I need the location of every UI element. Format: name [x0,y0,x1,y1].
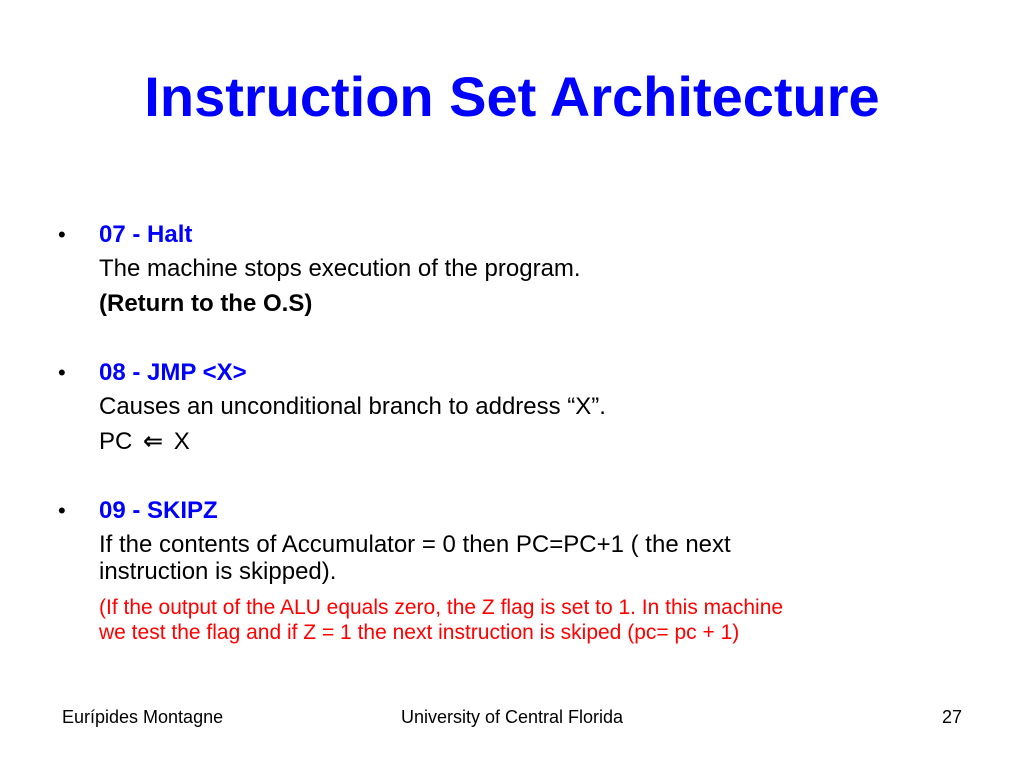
pc-label: PC [99,428,133,455]
bullet-text-line: The machine stops execution of the program. [99,255,581,282]
pc-assignment-line [99,428,190,456]
bullet-heading: 08 - JMP <X> [99,359,247,386]
left-arrow-icon: ⇐ [143,428,164,455]
footer-institution: University of Central Florida [400,707,624,727]
bullet-text-line: Causes an unconditional branch to address “X”. [99,393,606,420]
alu-note-line: we test the flag and if Z = 1 the next instruction is skiped (pc= pc + 1) [99,621,740,644]
bullet-text-line: instruction is skipped). [99,558,337,585]
alu-note-line: (If the output of the ALU equals zero, the Z flag is set to 1. In this machine [99,596,784,619]
bullet-marker: • [58,222,66,247]
bullet-text-line: (Return to the O.S) [99,290,313,317]
footer-author: Eurípides Montagne [62,707,224,727]
bullet-heading: 07 - Halt [99,221,193,248]
x-label: X [173,428,190,455]
bullet-heading: 09 - SKIPZ [99,497,218,524]
bullet-marker: • [58,498,66,523]
slide-title: Instruction Set Architecture [144,65,880,128]
bullet-text-line: If the contents of Accumulator = 0 then PC=PC+1 ( the next [99,531,731,558]
footer-page-number: 27 [941,707,962,727]
bullet-marker: • [58,360,66,385]
